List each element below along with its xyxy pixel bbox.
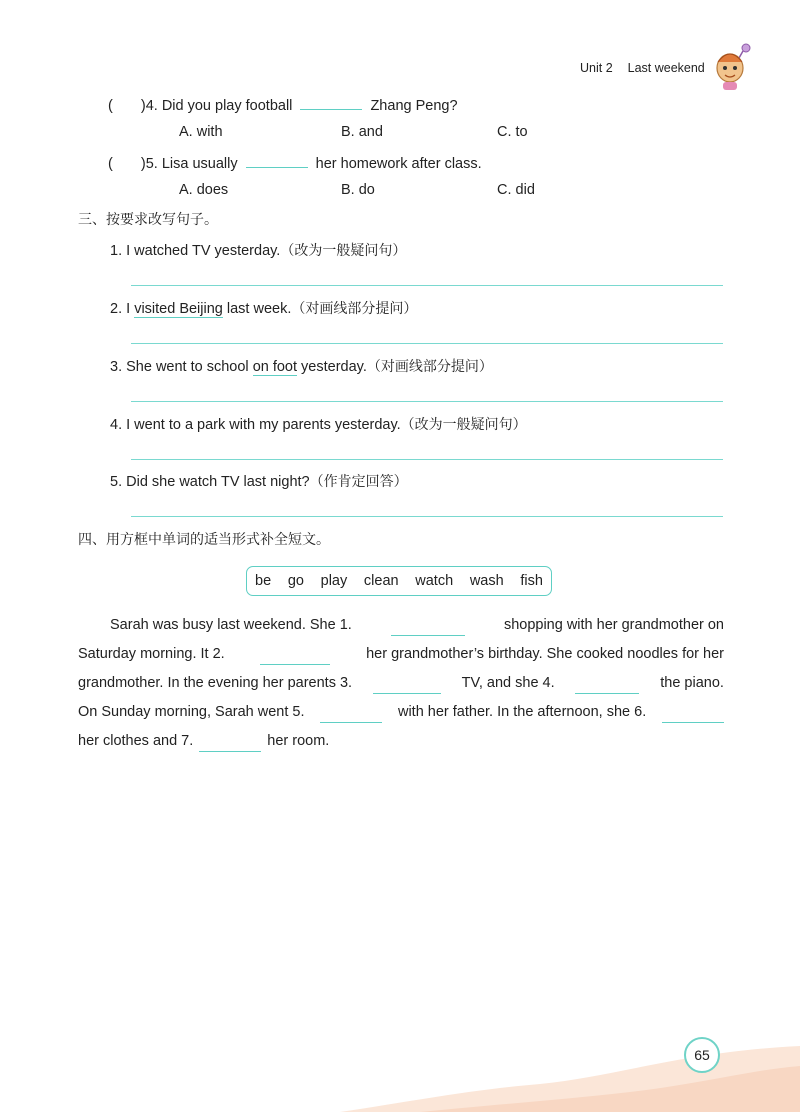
running-header [580,61,705,75]
item-instruction: （对画线部分提问） [291,301,418,317]
section-4-title: 四、用方框中单词的适当形式补全短文。 [78,532,330,548]
answer-line-1[interactable] [131,285,723,286]
passage-text: shopping with her grandmother on [503,617,724,633]
passage-text: her grandmother’s birthday. She cooked noodles for her [366,646,724,662]
answer-line-4[interactable] [131,459,723,460]
rewrite-item-1 [110,240,406,260]
rewrite-item-2 [110,298,417,318]
word-be: be [255,573,272,589]
blank-4[interactable] [575,679,639,694]
passage-text: her clothes and 7. [78,733,194,749]
answer-paren-open[interactable]: ( [108,98,113,114]
passage-line-4 [78,698,724,727]
underlined-phrase: visited Beijing [134,301,223,317]
passage-line-2 [78,640,724,669]
unit-title: Last weekend [627,61,705,75]
question-text-end: Zhang Peng? [370,98,458,114]
item-instruction: （对画线部分提问） [366,359,493,375]
option-b[interactable]: B. do [341,182,375,198]
item-sentence-start: She went to school [126,359,253,375]
option-b[interactable]: B. and [341,124,383,140]
passage-text: Sarah was busy last weekend. She 1. [110,617,352,633]
word-box [246,566,552,596]
item-sentence-end: last week. [222,301,292,317]
footer-wave-decoration [0,1030,800,1112]
passage-text: the piano. [660,675,724,691]
question-text: Did you play football [161,98,293,114]
rewrite-item-3 [110,356,493,376]
option-a[interactable]: A. with [179,124,223,140]
blank-3[interactable] [373,679,441,694]
item-instruction: （改为一般疑问句） [280,243,407,259]
answer-paren-close: ) [140,98,146,114]
passage-text: grandmother. In the evening her parents 3. [78,675,353,691]
question-text: Lisa usually [161,156,238,172]
answer-line-5[interactable] [131,516,723,517]
answer-blank[interactable] [246,153,308,168]
answer-paren-open[interactable]: ( [108,156,113,172]
item-sentence: I went to a park with my parents yesterday. [126,417,401,433]
mc-question-4 [108,95,458,114]
unit-label: Unit 2 [580,61,613,75]
item-sentence: I watched TV yesterday. [126,243,281,259]
passage-text: On Sunday morning, Sarah went 5. [78,704,305,720]
blank-2[interactable] [260,650,330,665]
underlined-phrase: on foot [252,359,298,375]
item-number: 1. [110,243,123,259]
answer-blank[interactable] [300,95,362,110]
passage-text: with her father. In the afternoon, she 6. [397,704,647,720]
item-number: 5. [110,474,123,490]
mc-question-5 [108,153,482,172]
word-clean: clean [363,573,399,589]
blank-5[interactable] [320,708,382,723]
word-go: go [287,573,304,589]
page-number: 65 [684,1037,720,1073]
item-number: 3. [110,359,123,375]
passage-text: TV, and she 4. [461,675,555,691]
question-number: 5. [145,156,158,172]
rewrite-item-5 [110,471,408,491]
passage-line-3 [78,669,724,698]
option-c[interactable]: C. did [497,182,535,198]
section-3-title: 三、按要求改写句子。 [78,212,218,228]
passage-line-5 [78,727,724,756]
option-a[interactable]: A. does [179,182,229,198]
item-sentence-start: I [126,301,135,317]
cartoon-mascot-icon [712,40,754,92]
question-text-end: her homework after class. [315,156,482,172]
item-number: 2. [110,301,123,317]
passage-text: Saturday morning. It 2. [78,646,225,662]
answer-line-3[interactable] [131,401,723,402]
cloze-passage [78,611,724,756]
word-fish: fish [520,573,543,589]
rewrite-item-4 [110,414,527,434]
word-play: play [320,573,348,589]
blank-6[interactable] [662,708,724,723]
passage-text: her room. [267,733,330,749]
blank-1[interactable] [391,621,465,636]
item-instruction: （作肯定回答） [309,474,408,490]
answer-paren-close: ) [140,156,146,172]
item-number: 4. [110,417,123,433]
question-number: 4. [145,98,158,114]
item-sentence: Did she watch TV last night? [126,474,310,490]
word-wash: wash [469,573,504,589]
passage-line-1 [78,611,724,640]
item-sentence-end: yesterday. [297,359,367,375]
answer-line-2[interactable] [131,343,723,344]
word-watch: watch [415,573,454,589]
blank-7[interactable] [199,737,261,752]
item-instruction: （改为一般疑问句） [400,417,527,433]
option-c[interactable]: C. to [497,124,528,140]
